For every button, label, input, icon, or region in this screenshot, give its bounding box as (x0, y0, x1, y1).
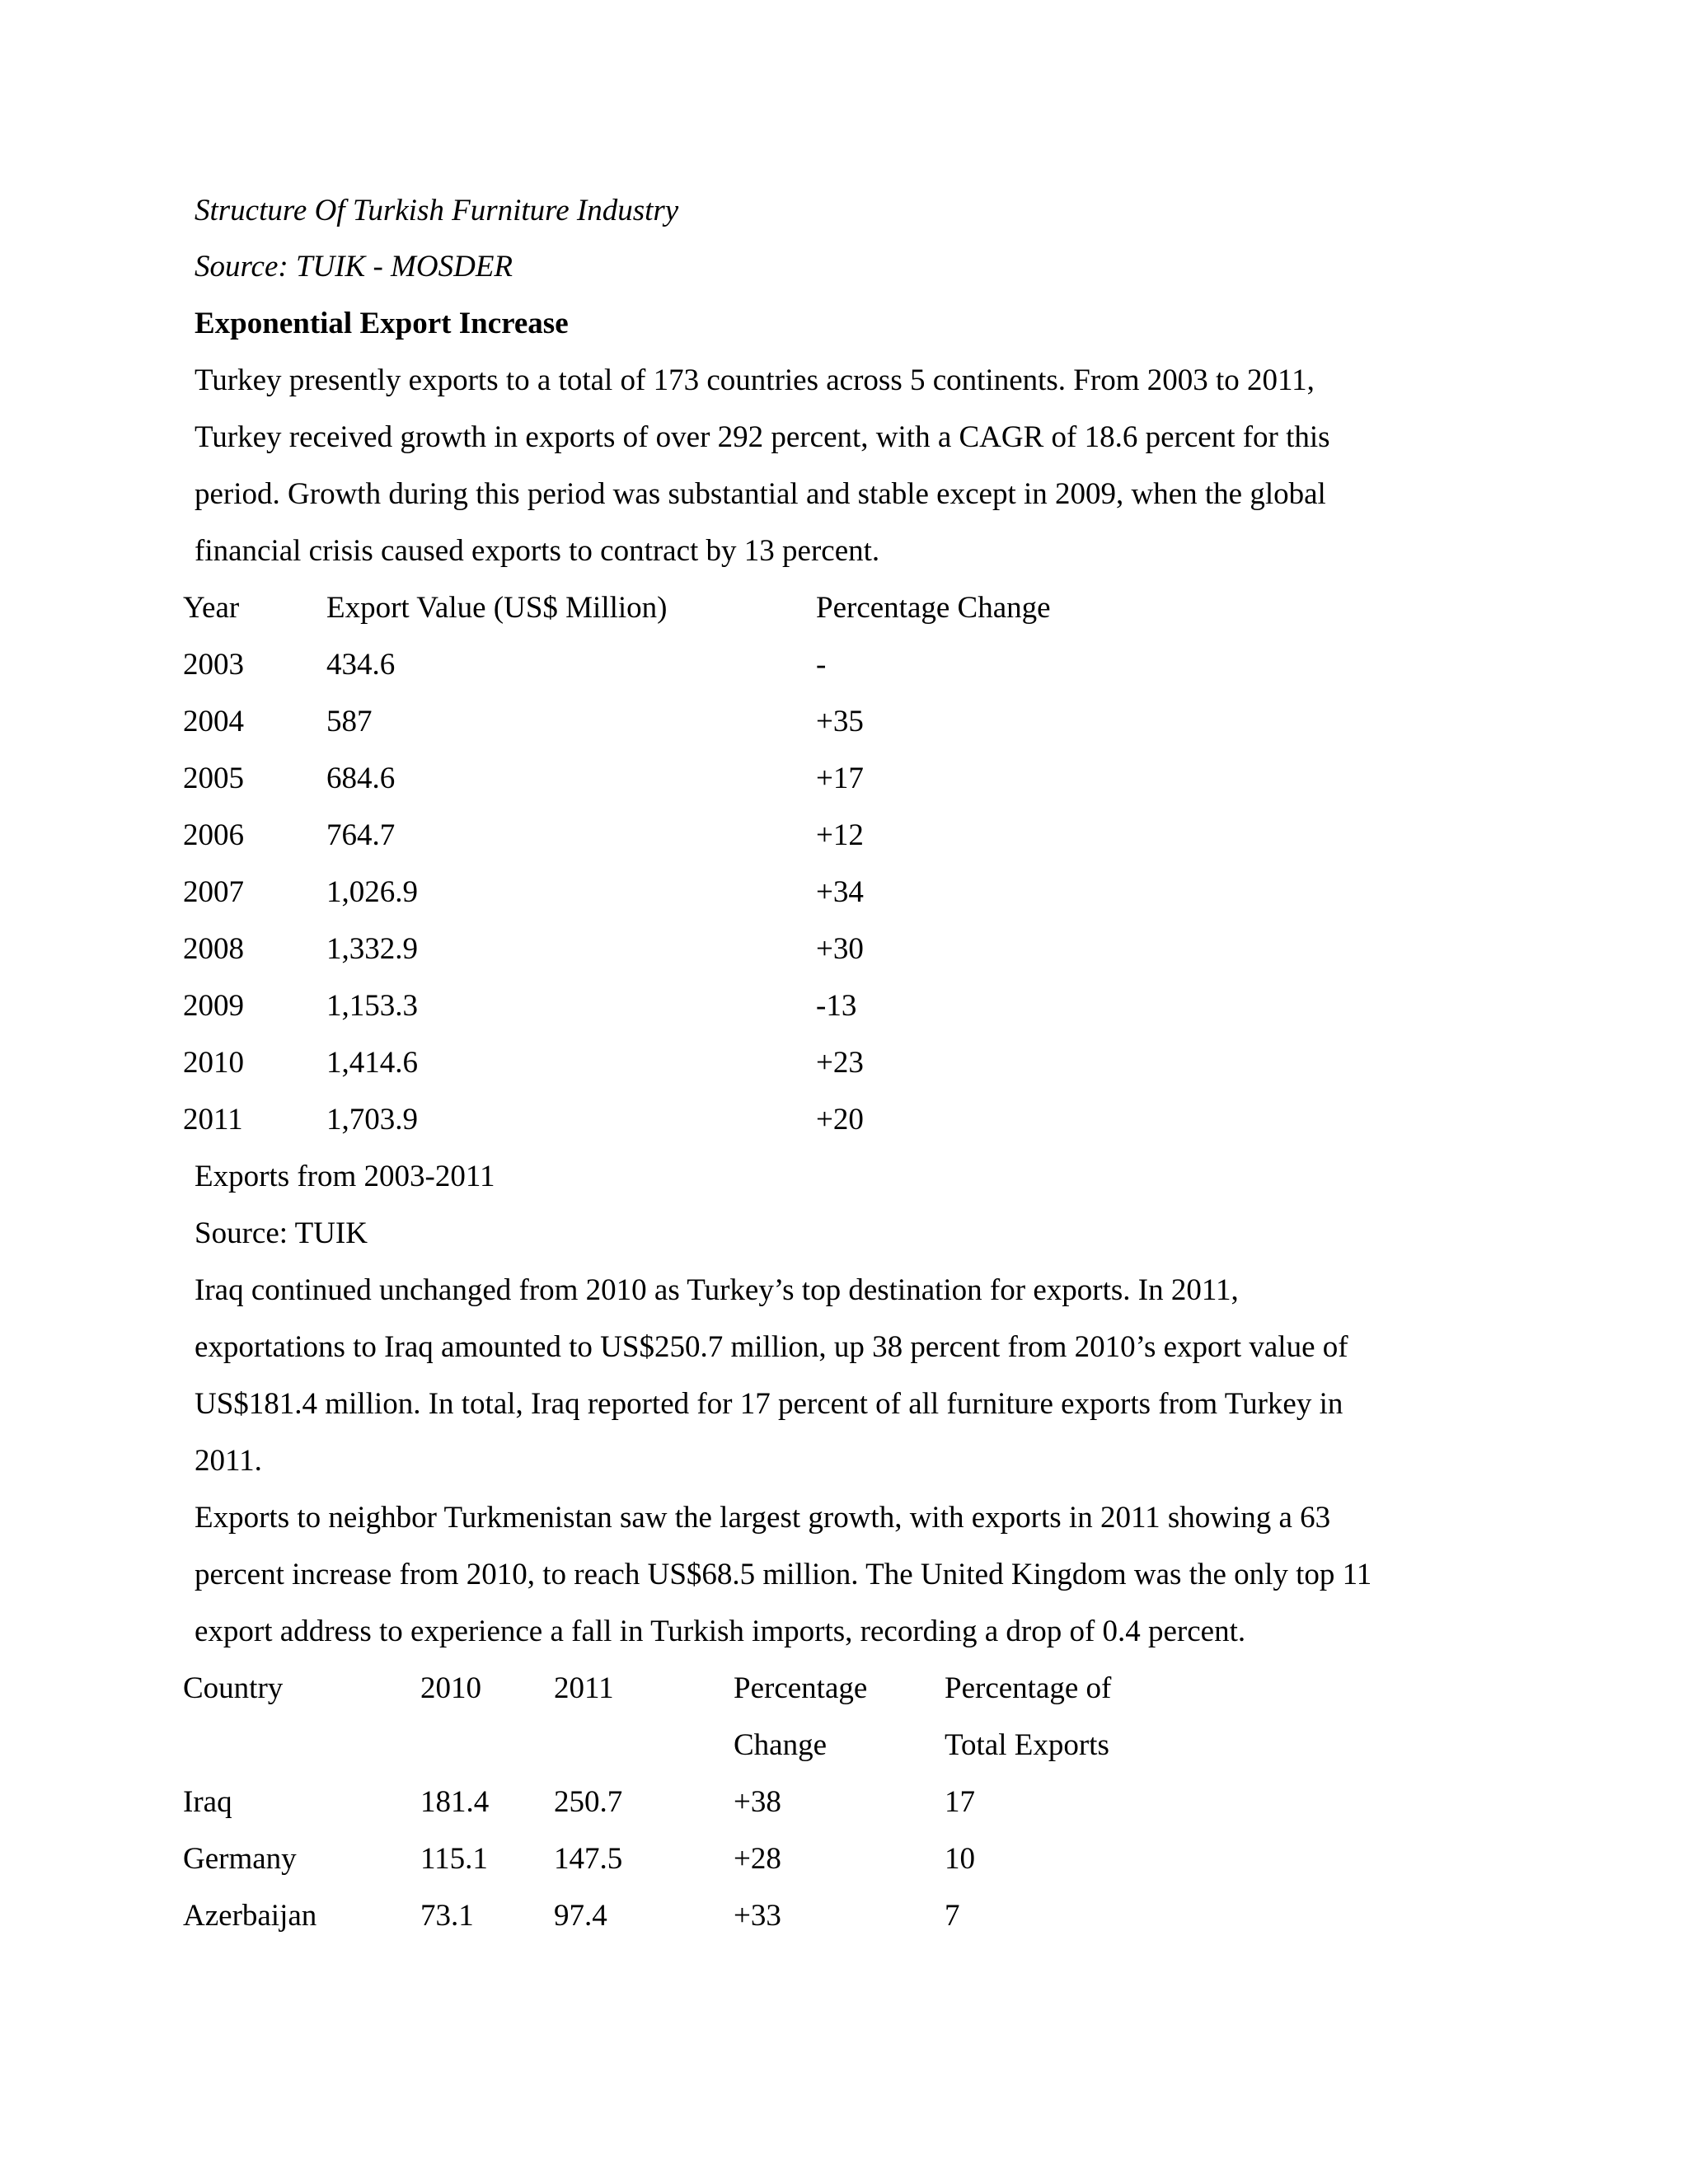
export-value-cell: 1,703.9 (326, 1103, 418, 1137)
percentage-change-cell: +28 (734, 1842, 781, 1876)
export-value-cell: 587 (326, 705, 373, 738)
value-2011-cell: 147.5 (554, 1842, 623, 1876)
year-cell: 2009 (183, 989, 244, 1023)
value-2010-cell: 73.1 (420, 1899, 474, 1933)
paragraph-2-line: US$181.4 million. In total, Iraq reported for 17 percent of all furniture exports from Turkey in (195, 1387, 1343, 1421)
header-percentage-of-total-line2: Total Exports (945, 1728, 1109, 1762)
export-value-cell: 1,026.9 (326, 875, 418, 909)
value-2011-cell: 250.7 (554, 1785, 623, 1819)
paragraph-3-line: Exports to neighbor Turkmenistan saw the largest growth, with exports in 2011 showing a 63 (195, 1501, 1331, 1535)
header-year: Year (183, 591, 240, 625)
header-country: Country (183, 1671, 284, 1705)
value-2010-cell: 181.4 (420, 1785, 490, 1819)
percentage-change-cell: +17 (816, 762, 864, 795)
year-cell: 2008 (183, 932, 244, 966)
year-cell: 2005 (183, 762, 244, 795)
percentage-change-cell: +30 (816, 932, 864, 966)
header-2011: 2011 (554, 1671, 614, 1705)
value-2011-cell: 97.4 (554, 1899, 607, 1933)
year-cell: 2007 (183, 875, 244, 909)
percentage-change-cell: - (816, 648, 827, 682)
table-source-tuik: Source: TUIK (195, 1216, 368, 1250)
export-value-cell: 1,153.3 (326, 989, 418, 1023)
year-cell: 2006 (183, 818, 244, 852)
paragraph-1-line: Turkey presently exports to a total of 173 countries across 5 continents. From 2003 to 2011, (195, 363, 1315, 397)
header-export-value: Export Value (US$ Million) (326, 591, 668, 625)
table-caption-exports: Exports from 2003-2011 (195, 1160, 495, 1193)
paragraph-1-line: Turkey received growth in exports of over 292 percent, with a CAGR of 18.6 percent for this (195, 420, 1330, 454)
country-cell: Azerbaijan (183, 1899, 317, 1933)
export-value-cell: 434.6 (326, 648, 396, 682)
export-value-cell: 764.7 (326, 818, 396, 852)
year-cell: 2010 (183, 1046, 244, 1080)
export-value-cell: 1,332.9 (326, 932, 418, 966)
percentage-change-cell: +35 (816, 705, 864, 738)
paragraph-2-line: 2011. (195, 1444, 262, 1478)
value-2010-cell: 115.1 (420, 1842, 488, 1876)
export-value-cell: 1,414.6 (326, 1046, 418, 1080)
header-percentage-of-total: Percentage of (945, 1671, 1112, 1705)
year-cell: 2004 (183, 705, 244, 738)
percentage-of-total-cell: 7 (945, 1899, 960, 1933)
paragraph-3-line: export address to experience a fall in Turkish imports, recording a drop of 0.4 percent. (195, 1615, 1246, 1648)
percentage-change-cell: +38 (734, 1785, 781, 1819)
percentage-change-cell: +20 (816, 1103, 864, 1137)
export-value-cell: 684.6 (326, 762, 396, 795)
percentage-change-cell: +33 (734, 1899, 781, 1933)
year-cell: 2003 (183, 648, 244, 682)
header-2010: 2010 (420, 1671, 481, 1705)
year-cell: 2011 (183, 1103, 243, 1137)
country-cell: Germany (183, 1842, 297, 1876)
percentage-change-cell: +12 (816, 818, 864, 852)
header-percentage-change: Percentage (734, 1671, 868, 1705)
paragraph-1-line: period. Growth during this period was substantial and stable except in 2009, when the global (195, 477, 1326, 511)
section-heading: Exponential Export Increase (195, 307, 569, 340)
header-percentage-change-line2: Change (734, 1728, 828, 1762)
country-cell: Iraq (183, 1785, 232, 1819)
percentage-change-cell: +34 (816, 875, 864, 909)
figure-source-tuik-mosder: Source: TUIK - MOSDER (195, 250, 513, 284)
percentage-change-cell: -13 (816, 989, 857, 1023)
percentage-of-total-cell: 17 (945, 1785, 975, 1819)
percentage-of-total-cell: 10 (945, 1842, 975, 1876)
paragraph-2-line: Iraq continued unchanged from 2010 as Turkey’s top destination for exports. In 2011, (195, 1273, 1239, 1307)
figure-caption-structure: Structure Of Turkish Furniture Industry (195, 194, 679, 227)
header-percentage-change: Percentage Change (816, 591, 1051, 625)
paragraph-2-line: exportations to Iraq amounted to US$250.7 million, up 38 percent from 2010’s export value of (195, 1330, 1348, 1364)
paragraph-3-line: percent increase from 2010, to reach US$68.5 million. The United Kingdom was the only top 11 (195, 1558, 1372, 1591)
paragraph-1-line: financial crisis caused exports to contract by 13 percent. (195, 534, 880, 568)
percentage-change-cell: +23 (816, 1046, 864, 1080)
